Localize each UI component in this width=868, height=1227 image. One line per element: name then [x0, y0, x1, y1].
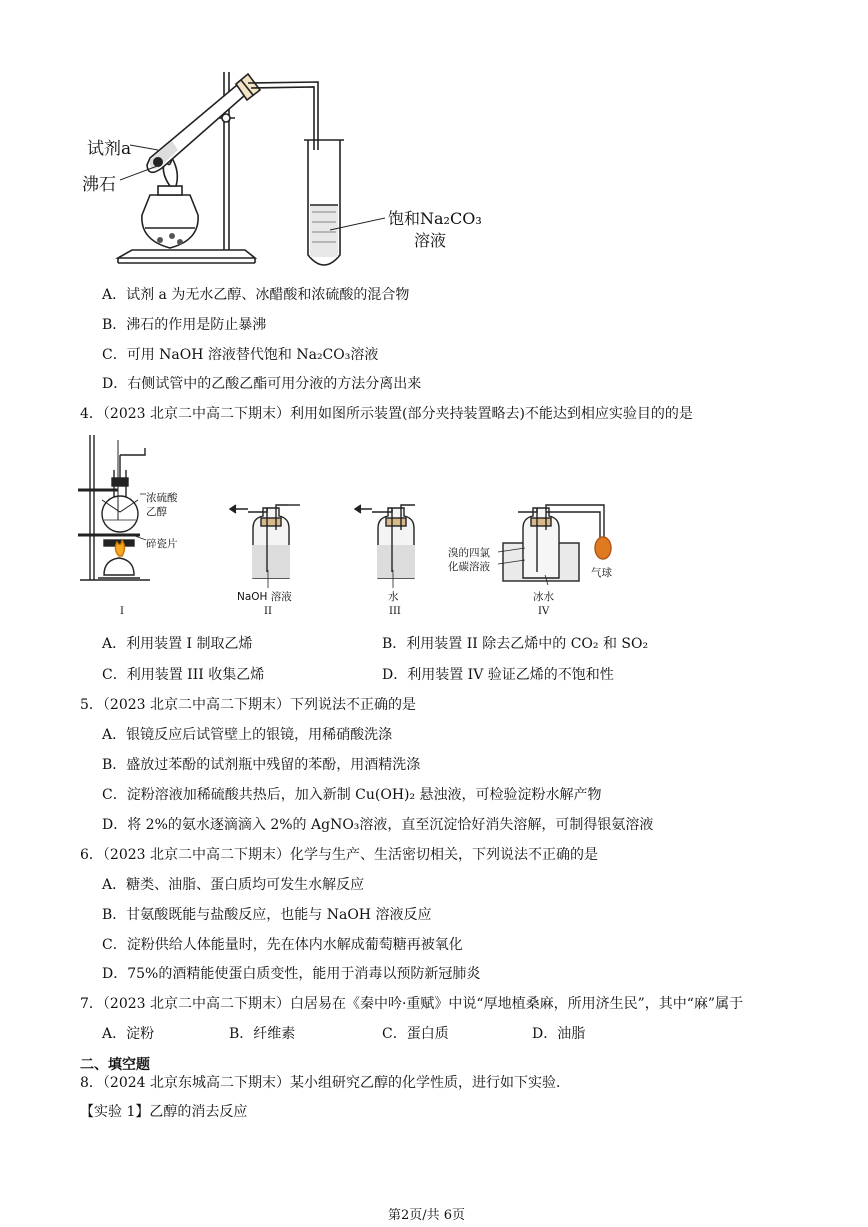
ethanol-label: 乙醇 — [146, 506, 167, 518]
q4-option-c: C．利用装置 III 收集乙烯 — [102, 667, 265, 683]
q8-stem: 8．（2024 北京东城高二下期末）某小组研究乙醇的化学性质，进行如下实验． — [80, 1075, 570, 1091]
ice-water-label: 冰水 — [533, 591, 554, 603]
section-heading: 二、填空题 — [80, 1057, 150, 1073]
q3-option-c: C．可用 NaOH 溶液替代饱和 Na₂CO₃溶液 — [102, 347, 379, 363]
q7-option-d: D．油脂 — [532, 1026, 586, 1042]
q5-option-d: D．将 2%的氨水逐滴滴入 2%的 AgNO₃溶液，直至沉淀恰好消失溶解，可制得银氨溶液 — [102, 817, 654, 833]
q6-stem: 6．（2023 北京二中高二下期末）化学与生产、生活密切相关，下列说法不正确的是 — [80, 847, 598, 863]
q6-option-d: D．75%的酒精能使蛋白质变性，能用于消毒以预防新冠肺炎 — [102, 966, 481, 982]
q4-option-d: D．利用装置 IV 验证乙烯的不饱和性 — [382, 667, 614, 683]
water-label: 水 — [388, 591, 399, 603]
q6-option-c: C．淀粉供给人体能量时，先在体内水解成葡萄糖再被氧化 — [102, 937, 463, 953]
q4-stem: 4．（2023 北京二中高二下期末）利用如图所示装置(部分夹持装置略去)不能达到相应实验目的的是 — [80, 406, 693, 422]
conc-h2so4-label: 浓硫酸 — [146, 492, 178, 504]
q7-option-c: C．蛋白质 — [382, 1026, 449, 1042]
q5-option-c: C．淀粉溶液加稀硫酸共热后，加入新制 Cu(OH)₂ 悬浊液，可检验淀粉水解产物 — [102, 787, 602, 803]
experiment-1-heading: 【实验 1】乙醇的消去反应 — [80, 1104, 248, 1120]
porcelain-chips-label: 碎瓷片 — [146, 538, 178, 550]
q5-stem: 5．（2023 北京二中高二下期末）下列说法不正确的是 — [80, 697, 416, 713]
reagent-a-label: 试剂a — [87, 139, 132, 159]
q3-option-b: B．沸石的作用是防止暴沸 — [102, 317, 267, 333]
q7-option-b: B．纤维素 — [229, 1026, 296, 1042]
q4-option-b: B．利用装置 II 除去乙烯中的 CO₂ 和 SO₂ — [382, 636, 649, 652]
boiling-stone-label: 沸石 — [82, 175, 116, 195]
naoh-solution-label: NaOH 溶液 — [237, 591, 292, 603]
q4-option-a: A．利用装置 I 制取乙烯 — [102, 636, 253, 652]
device-iv-label: IV — [538, 606, 550, 617]
na2co3-label: 饱和Na₂CO₃ — [388, 209, 482, 228]
device-iii-label: III — [389, 606, 401, 617]
q7-stem: 7．（2023 北京二中高二下期末）白居易在《秦中吟·重赋》中说“厚地植桑麻，所用济生民”，其中“麻”属于 — [80, 996, 744, 1012]
solution-label: 溶液 — [414, 231, 447, 250]
page-footer: 第2页/共 6页 — [388, 1208, 466, 1223]
q6-option-a: A．糖类、油脂、蛋白质均可发生水解反应 — [102, 877, 365, 893]
bromine-label-2: 化碳溶液 — [448, 561, 490, 573]
q7-option-a: A．淀粉 — [102, 1026, 155, 1042]
q3-option-a: A．试剂 a 为无水乙醇、冰醋酸和浓硫酸的混合物 — [102, 287, 410, 303]
balloon-label: 气球 — [591, 567, 612, 579]
device-i-label: I — [120, 606, 124, 617]
q6-option-b: B．甘氨酸既能与盐酸反应，也能与 NaOH 溶液反应 — [102, 907, 432, 923]
device-ii-label: II — [264, 606, 272, 617]
q5-option-a: A．银镜反应后试管壁上的银镜，用稀硝酸洗涤 — [102, 727, 393, 743]
bromine-label-1: 溴的四氯 — [448, 547, 490, 559]
q5-option-b: B．盛放过苯酚的试剂瓶中残留的苯酚，用酒精洗涤 — [102, 757, 421, 773]
q3-option-d: D．右侧试管中的乙酸乙酯可用分液的方法分离出来 — [102, 376, 422, 392]
